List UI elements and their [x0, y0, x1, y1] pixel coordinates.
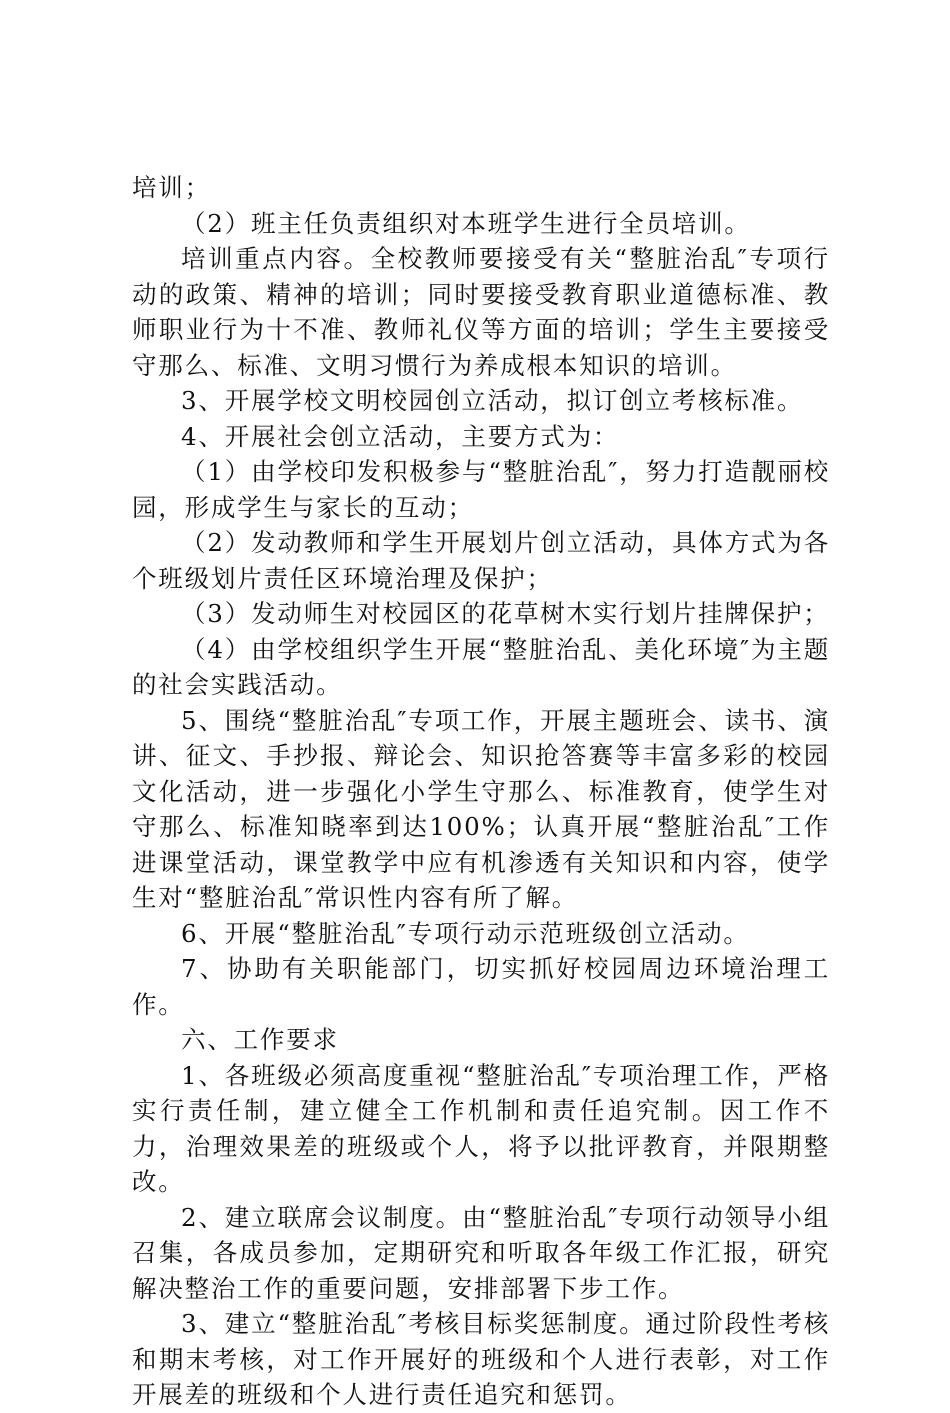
paragraph-item-6-model-class: 6、开展“整脏治乱″专项行动示范班级创立活动。 [181, 918, 750, 948]
paragraph-subitem-3: （3）发动师生对校园区的花草树木实行划片挂牌保护； [181, 599, 830, 628]
paragraph-requirement-2: 2、建立联席会议制度。由“整脏治乱″专项行动领导小组召集，各成员参加，定期研究和听取各年级工作汇报，研究解决整治工作的重要问题，安排部署下步工作。 [132, 1202, 830, 1303]
paragraph-item-3-civilized-campus: 3、开展学校文明校园创立活动，拟订创立考核标准。 [181, 386, 804, 415]
paragraph-training-continued: 培训； [132, 173, 211, 202]
paragraph-training-key-content: 培训重点内容。全校教师要接受有关“整脏治乱″专项行动的政策、精神的培训；同时要接受教育职业道德标准、教师职业行为十不准、教师礼仪等方面的培训；学生主要接受守那么、标准、文明习惯行为养成根本知识的培训。 [132, 244, 830, 380]
paragraph-requirement-3: 3、建立“整脏治乱″考核目标奖惩制度。通过阶段性考核和期末考核，对工作开展好的班级和个人进行表彰，对工作开展差的班级和个人进行责任追究和惩罚。 [132, 1309, 830, 1409]
paragraph-class-teacher-training: （2）班主任负责组织对本班学生进行全员培训。 [181, 208, 751, 238]
paragraph-subitem-1: （1）由学校印发积极参与“整脏治乱″，努力打造靓丽校园，形成学生与家长的互动； [132, 457, 830, 522]
paragraph-item-5-campus-culture: 5、围绕“整脏治乱″专项工作，开展主题班会、读书、演讲、征文、手抄报、辩论会、知识抢答赛等丰富多彩的校园文化活动，进一步强化小学生守那么、标准教育，使学生对守那么、标准知晓率到达100%；认真开展“整脏治乱″工作进课堂活动，课堂教学中应有机渗透有关知识和内容，使学生对“整脏治乱″常识性内容有所了解。 [132, 705, 830, 912]
section-heading-work-requirements: 六、工作要求 [181, 1025, 339, 1054]
paragraph-subitem-2: （2）发动教师和学生开展划片创立活动，具体方式为各个班级划片责任区环境治理及保护； [132, 528, 830, 593]
document-body [132, 170, 830, 1413]
paragraph-subitem-4: （4）由学校组织学生开展“整脏治乱、美化环境″为主题的社会实践活动。 [132, 634, 830, 699]
paragraph-item-7-surroundings: 7、协助有关职能部门，切实抓好校园周边环境治理工作。 [132, 954, 830, 1019]
paragraph-requirement-1: 1、各班级必须高度重视“整脏治乱″专项治理工作，严格实行责任制，建立健全工作机制和责任追究制。因工作不力，治理效果差的班级或个人，将予以批评教育，并限期整改。 [132, 1060, 830, 1196]
paragraph-item-4-social-activities: 4、开展社会创立活动，主要方式为： [181, 421, 620, 451]
